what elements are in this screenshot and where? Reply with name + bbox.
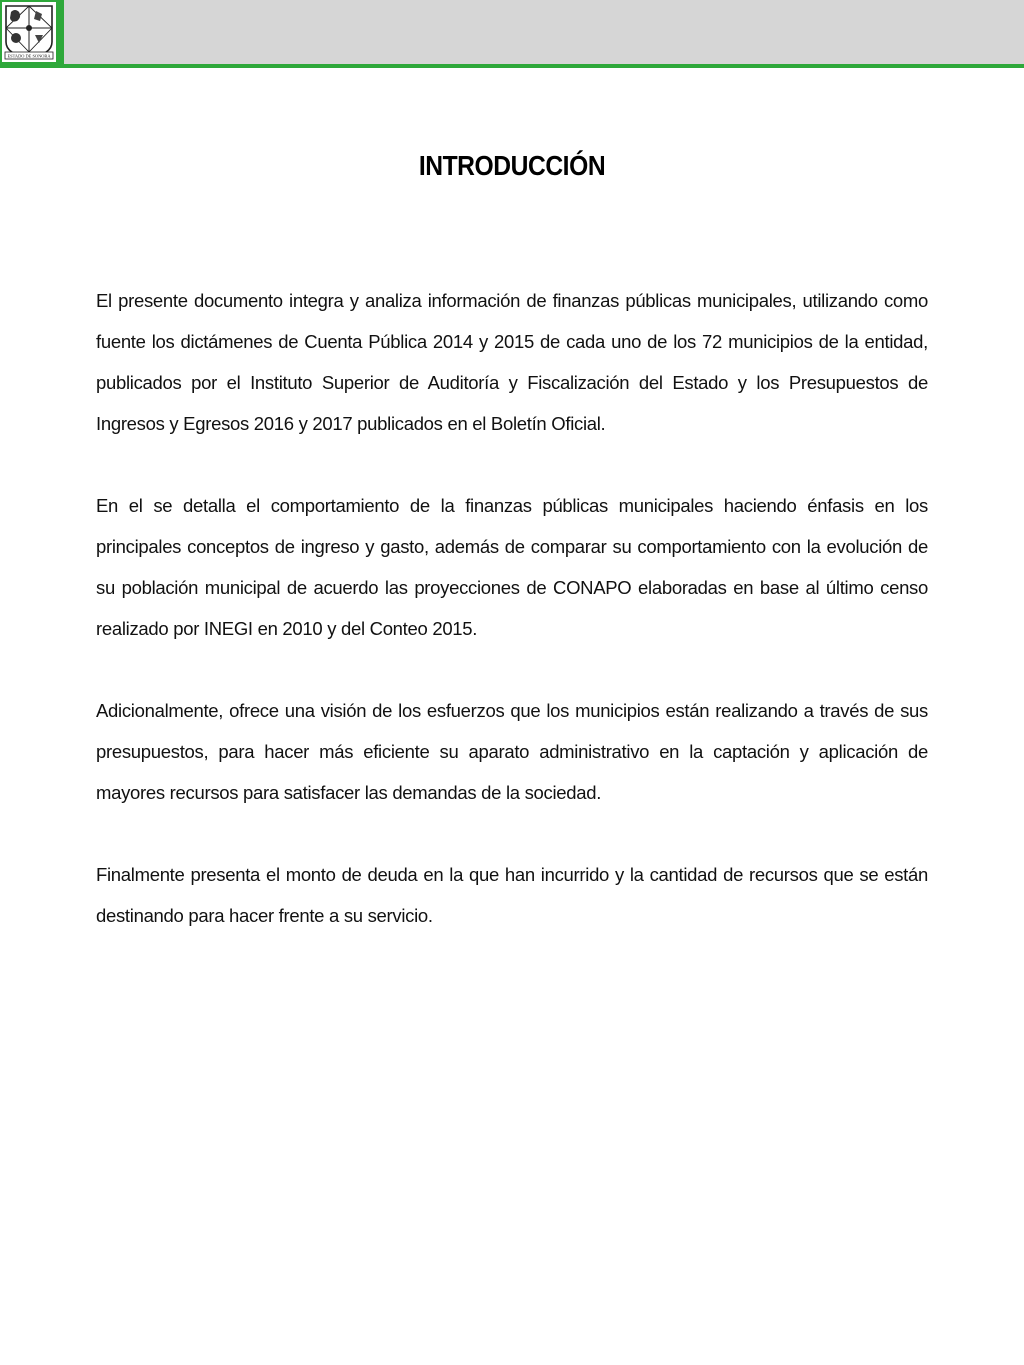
page-title: INTRODUCCIÓN [418, 150, 606, 181]
paragraph-efforts: Adicionalmente, ofrece una visión de los esfuerzos que los municipios están realizando a través de sus presupuestos, para hacer más eficiente su aparato administrativo en la captación y aplicación de mayores recursos para satisfacer las demandas de la sociedad. [96, 700, 928, 803]
logo [0, 0, 64, 68]
header-divider [0, 64, 1024, 68]
paragraph-debt: Finalmente presenta el monto de deuda en la que han incurrido y la cantidad de recursos que se están destinando para hacer frente a su servicio. [96, 864, 928, 926]
header-bar [0, 0, 1024, 64]
paragraph-intro: El presente documento integra y analiza información de finanzas públicas municipales, utilizando como fuente los dictámenes de Cuenta Pública 2014 y 2015 de cada uno de los 72 municipios de la entidad, publicados por el Instituto Superior de Auditoría y Fiscalización del Estado y los Presupuestos de Ingresos y Egresos 2016 y 2017 publicados en el Boletín Oficial. [96, 290, 928, 434]
paragraph-behavior: En el se detalla el comportamiento de la finanzas públicas municipales haciendo énfasis en los principales conceptos de ingreso y gasto, además de comparar su comportamiento con la evolución de su población municipal de acuerdo las proyecciones de CONAPO elaboradas en base al último censo realizado por INEGI en 2010 y del Conteo 2015. [96, 495, 928, 639]
logo-motto: ESTADO DE SONORA [7, 53, 51, 59]
coat-of-arms-icon [2, 2, 56, 62]
body-text [96, 280, 928, 977]
